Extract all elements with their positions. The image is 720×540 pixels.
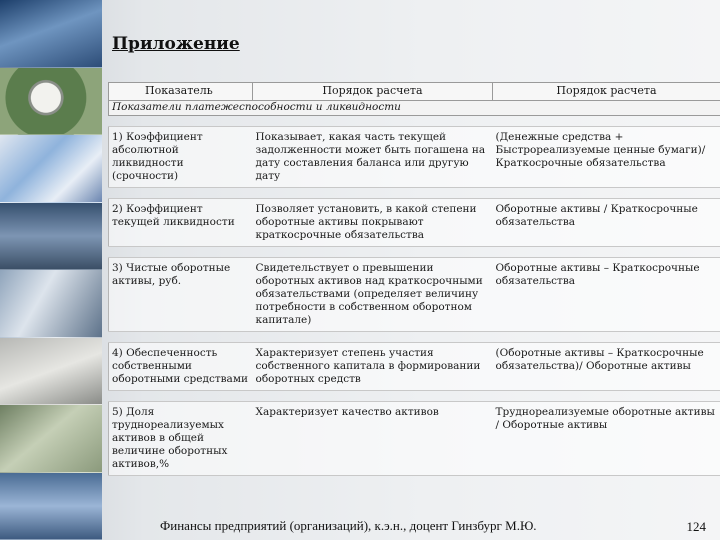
indicator-cell: 3) Чистые оборотные активы, руб. (109, 258, 253, 332)
section-title: Показатели платежеспособности и ликвидности (109, 101, 720, 116)
decorative-photo-strip (0, 0, 102, 540)
table-row (109, 402, 720, 476)
formula-cell: Оборотные активы – Краткосрочные обязательства (493, 258, 720, 332)
header-calculation: Порядок расчета (253, 83, 493, 101)
formula-cell: (Денежные средства + Быстрореализуемые ценные бумаги)/ Краткосрочные обязательства (493, 127, 720, 188)
city-skyscraper-photo (0, 0, 102, 68)
indicator-cell: 1) Коэффициент абсолютной ликвидности (срочности) (109, 127, 253, 188)
calculator-photo (0, 338, 102, 406)
table-header-row (109, 83, 720, 101)
indicator-cell: 5) Доля труднореализуемых активов в общей величине оборотных активов,% (109, 402, 253, 476)
page-title: Приложение (112, 34, 240, 54)
formula-cell: Оборотные активы / Краткосрочные обязательства (493, 199, 720, 247)
header-indicator: Показатель (109, 83, 253, 101)
financial-chart-photo (0, 135, 102, 203)
table-row (109, 258, 720, 332)
footer-text: Финансы предприятий (организаций), к.э.н., доцент Гинзбург М.Ю. (160, 518, 537, 533)
table-row (109, 127, 720, 188)
page-number: 124 (686, 519, 706, 534)
description-cell: Характеризует степень участия собственного капитала в формировании оборотных средств (253, 343, 493, 391)
header-calculation-formula: Порядок расчета (493, 83, 720, 101)
formula-cell: Труднореализуемые оборотные активы / Оборотные активы (493, 402, 720, 476)
clock-and-money-photo (0, 68, 102, 136)
indicator-cell: 2) Коэффициент текущей ликвидности (109, 199, 253, 247)
formula-cell: (Оборотные активы – Краткосрочные обязательства)/ Оборотные активы (493, 343, 720, 391)
table-section-row (109, 101, 720, 116)
indicator-cell: 4) Обеспеченность собственными оборотными средствами (109, 343, 253, 391)
business-text-photo (0, 270, 102, 338)
keyboard-photo (0, 473, 102, 540)
business-people-photo (0, 203, 102, 271)
description-cell: Характеризует качество активов (253, 402, 493, 476)
table-row (109, 199, 720, 247)
table-row (109, 343, 720, 391)
banknotes-photo (0, 405, 102, 473)
indicators-table (108, 82, 720, 476)
description-cell: Показывает, какая часть текущей задолженности может быть погашена на дату составления баланса или другую дату (253, 127, 493, 188)
description-cell: Свидетельствует о превышении оборотных активов над краткосрочными обязательствами (определяет величину потребности в собственном оборотном капитале) (253, 258, 493, 332)
description-cell: Позволяет установить, в какой степени оборотные активы покрывают краткосрочные обязательства (253, 199, 493, 247)
